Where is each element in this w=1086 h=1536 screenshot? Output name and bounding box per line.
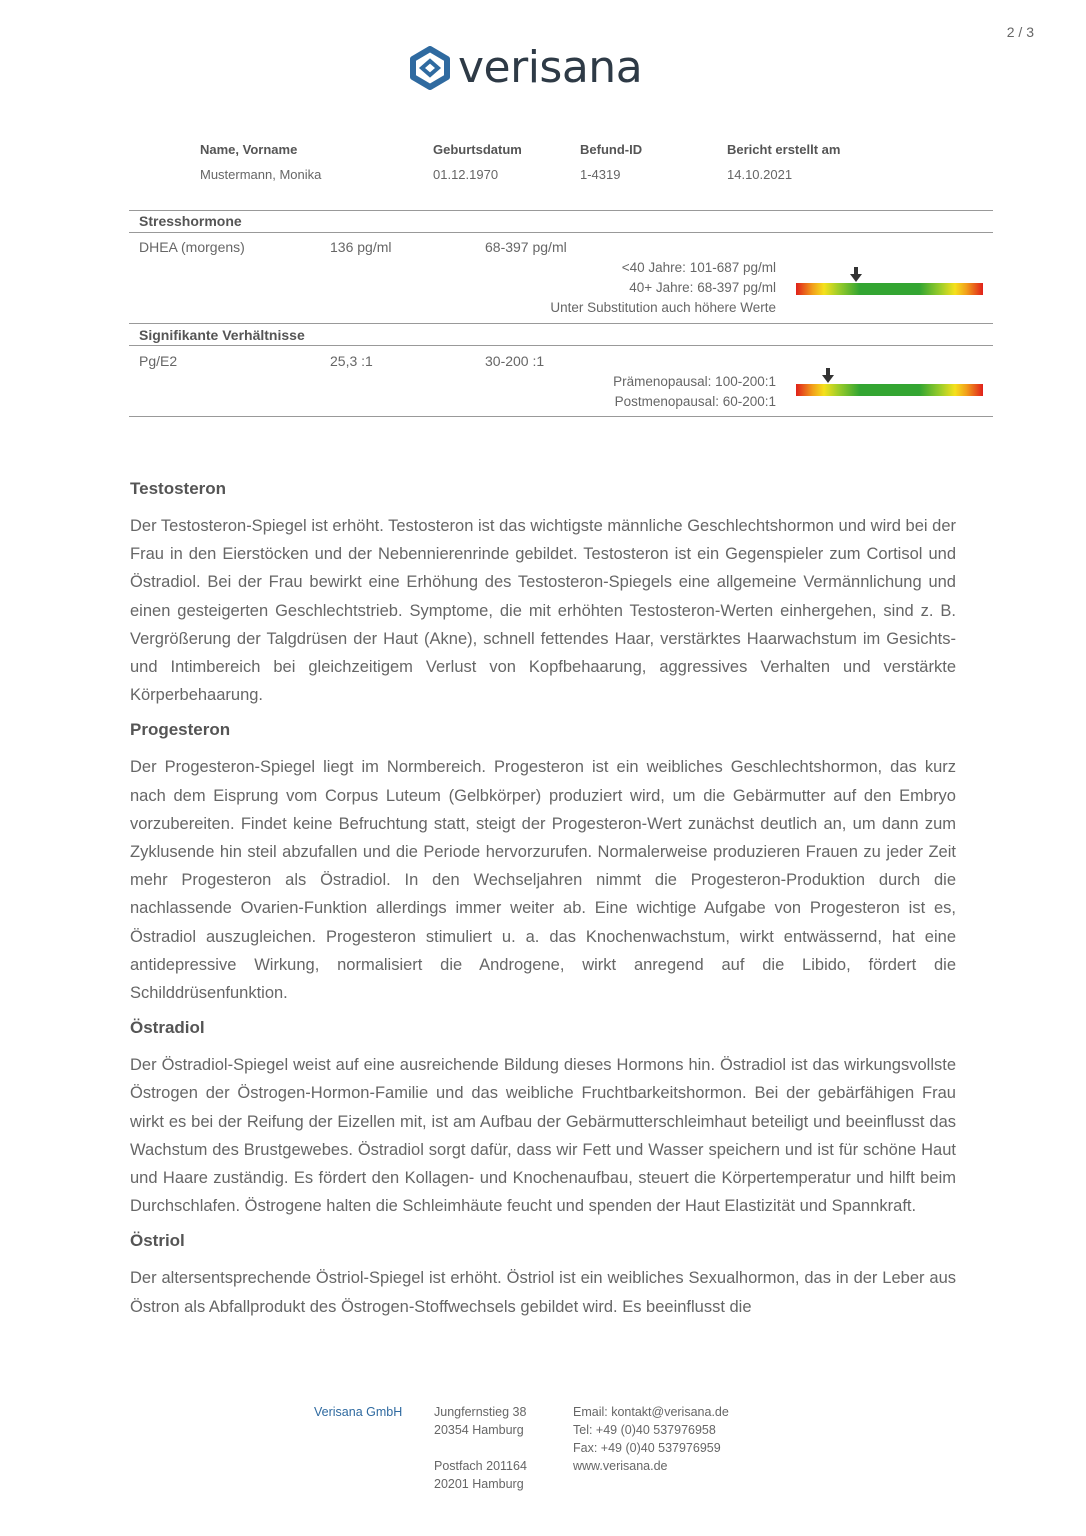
row-name: DHEA (morgens) [139,239,245,255]
row-range: 68-397 pg/ml [485,239,567,255]
dob-label: Geburtsdatum [433,142,522,157]
paragraph: Der Testosteron-Spiegel ist erhöht. Testosteron ist das wichtigste männliche Geschlechtshormon und wird bei der Frau in den Eierstöcken und der Nebennierenrinde gebildet. Testosteron ist ein Gegenspieler zum Cortisol und Östradiol. Bei der Frau bewirkt eine Erhöhung des Testosteron-Spiegels eine allgemeine Vermännlichung und einen gesteigerten Geschlechtstrieb. Symptome, die mit erhöhten Testosteron-Werten einhergehen, sind z. B. Vergrößerung der Talgdrüsen der Haut (Akne), schnell fettendes Haar, verstärktes Haarwachstum im Gesichts- und Intimbereich bei gleichzeitigem Verlust von Kopfbehaarung, aggressives Verhalten und verstärkte Körperbehaarung. [130,517,956,705]
footer-website-link[interactable]: www.verisana.de [573,1459,668,1473]
divider [129,416,993,417]
section-title: Stresshormone [139,213,242,229]
footer-fax: Fax: +49 (0)40 537976959 [573,1441,721,1455]
section-heading: Östriol [130,1231,185,1251]
verisana-logo-icon [408,46,452,90]
paragraph: Der Östradiol-Spiegel weist auf eine ausreichende Bildung dieses Hormons hin. Östradiol ist das wirkungsvollste Östrogen der Östrogen-Hormon-Familie und das weibliche Fruchtbarkeitshormon. Bei der gebärfähigen Frau wirkt es bei der Reifung der Eizellen mit, ist am Aufbau der Gebärmutterschleimhaut beteiligt und beeinflusst das Wachstum des Brustgewebes. Östradiol sorgt dafür, dass wir Fett und Wasser speichern und ist für schöne Haut und Haare zuständig. Es fördert den Kollagen- und Knochenaufbau, steuert die Körpertemperatur und hilft beim Durchschlafen. Östrogene halten die Schleimhäute feucht und spenden der Haut Elastizität und Spannkraft. [130,1056,956,1216]
divider [129,323,993,324]
divider [129,232,993,233]
level-marker-arrow-icon [822,368,834,384]
id-label: Befund-ID [580,142,643,157]
reference-range-bar [796,283,983,295]
section-title: Signifikante Verhältnisse [139,327,305,343]
footer-contact [573,1403,729,1475]
section-heading: Testosteron [130,479,227,498]
level-marker-arrow-icon [850,267,862,283]
row-note: Unter Substitution auch höhere Werte [550,300,776,315]
divider [129,210,993,211]
brand-logo [408,42,643,93]
name-label: Name, Vorname [200,142,298,157]
row-value: 25,3 :1 [330,353,373,369]
divider [129,345,993,346]
footer-company: Verisana GmbH [314,1405,403,1419]
row-value: 136 pg/ml [330,239,392,255]
row-note: Postmenopausal: 60-200:1 [614,394,776,409]
id-value: 1-4319 [580,167,621,182]
footer-address: Jungfernstieg 38 20354 Hamburg Postfach 201164 20201 Hamburg [434,1405,527,1491]
footer-email-link[interactable]: Email: kontakt@verisana.de [573,1405,729,1419]
report-date-label: Bericht erstellt am [727,142,841,157]
row-range: 30-200 :1 [485,353,545,369]
footer-phone: Tel: +49 (0)40 537976958 [573,1423,716,1437]
row-note: 40+ Jahre: 68-397 pg/ml [629,280,776,295]
paragraph: Der altersentsprechende Östriol-Spiegel ist erhöht. Östriol ist ein weibliches Sexualhormon, das in der Leber aus Östron als Abfallprodukt des Östrogen-Stoffwechsels gebildet wird. Es beeinflusst die [130,1269,956,1316]
row-name: Pg/E2 [139,353,178,369]
paragraph: Der Progesteron-Spiegel liegt im Normbereich. Progesteron ist ein weibliches Geschlechtshormon, das kurz nach dem Eisprung vom Corpus Luteum (Gelbkörper) produziert wird, um die Gebärmutter auf den Embryo vorzubereiten. Findet keine Befruchtung statt, steigt der Progesteron-Wert zunächst deutlich an, um dann zum Zyklusende hin steil abzufallen und die Periode hervorzurufen. Normalerweise produzieren Frauen zu jeder Zeit mehr Progesteron als Östradiol. In den Wechseljahren nimmt die Progesteron-Produktion durch die nachlassende Ovarien-Funktion allerdings immer weiter ab. Eine wichtige Aufgabe von Progesteron ist es, Östradiol auszugleichen. Progesteron stimuliert u. a. das Knochenwachstum, wirkt entwässernd, hat eine antidepressive Wirkung, normalisiert die Androgene, wirkt anregend auf die Libido, fördert die Schilddrüsenfunktion. [130,758,956,1003]
row-note: Prämenopausal: 100-200:1 [613,374,776,389]
brand-name: verisana [458,42,643,93]
section-heading: Progesteron [130,720,231,740]
reference-range-bar [796,384,983,396]
page-number: 2 / 3 [1006,24,1034,40]
name-value: Mustermann, Monika [200,167,322,182]
dob-value: 01.12.1970 [433,167,499,182]
explanation-text [130,478,956,1331]
section-heading: Östradiol [130,1018,205,1038]
row-note: <40 Jahre: 101-687 pg/ml [621,260,776,275]
report-date-value: 14.10.2021 [727,167,793,182]
